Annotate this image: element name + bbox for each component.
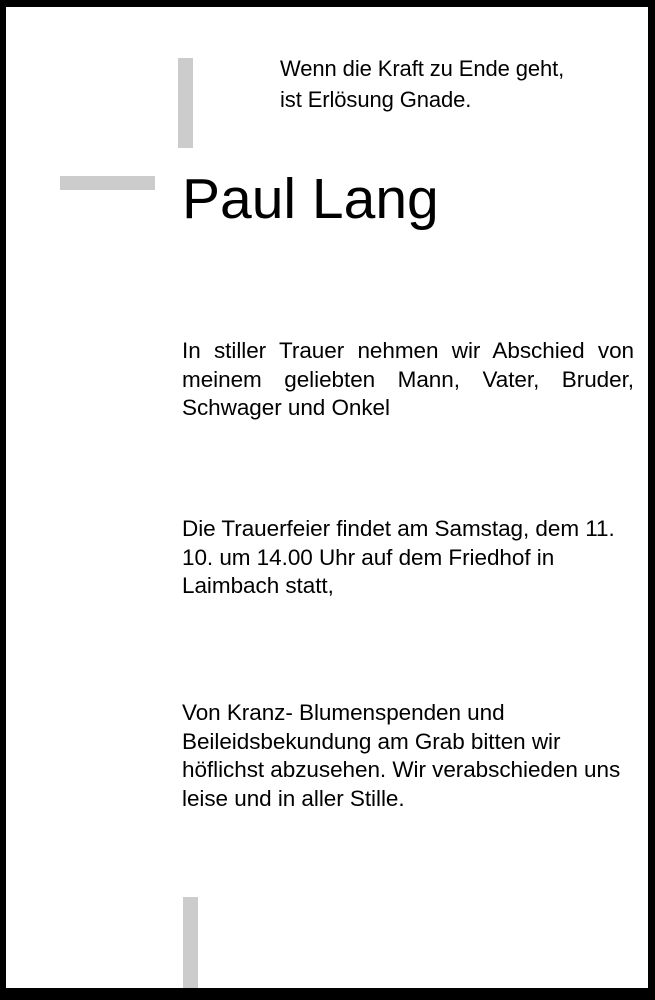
flowers-paragraph-text: Von Kranz- Blumenspenden und Beileidsbekundung am Grab bitten wir höflichst abzusehen. Wir verabschieden uns leise und in aller Stille. [182,700,621,811]
epitaph [280,53,630,115]
epitaph-line-2: ist Erlösung Gnade. [280,87,472,112]
vertical-rule-top-decoration [178,58,193,148]
mourning-paragraph-text: In stiller Trauer nehmen wir Abschied von meinem geliebten Mann, Vater, Bruder, Schwager und Onkel [182,338,634,420]
mourning-paragraph [182,337,634,451]
epitaph-line-1: Wenn die Kraft zu Ende geht, [280,56,565,81]
ceremony-paragraph-text: Die Trauerfeier findet am Samstag, dem 11. 10. um 14.00 Uhr auf dem Friedhof in Laimbach statt, [182,516,615,598]
vertical-rule-bottom-decoration [183,897,198,988]
deceased-name: Paul Lang [182,167,439,231]
ceremony-paragraph [182,515,634,601]
flowers-paragraph [182,699,634,813]
horizontal-rule-decoration [60,176,155,190]
notice-inner-panel [6,7,648,988]
